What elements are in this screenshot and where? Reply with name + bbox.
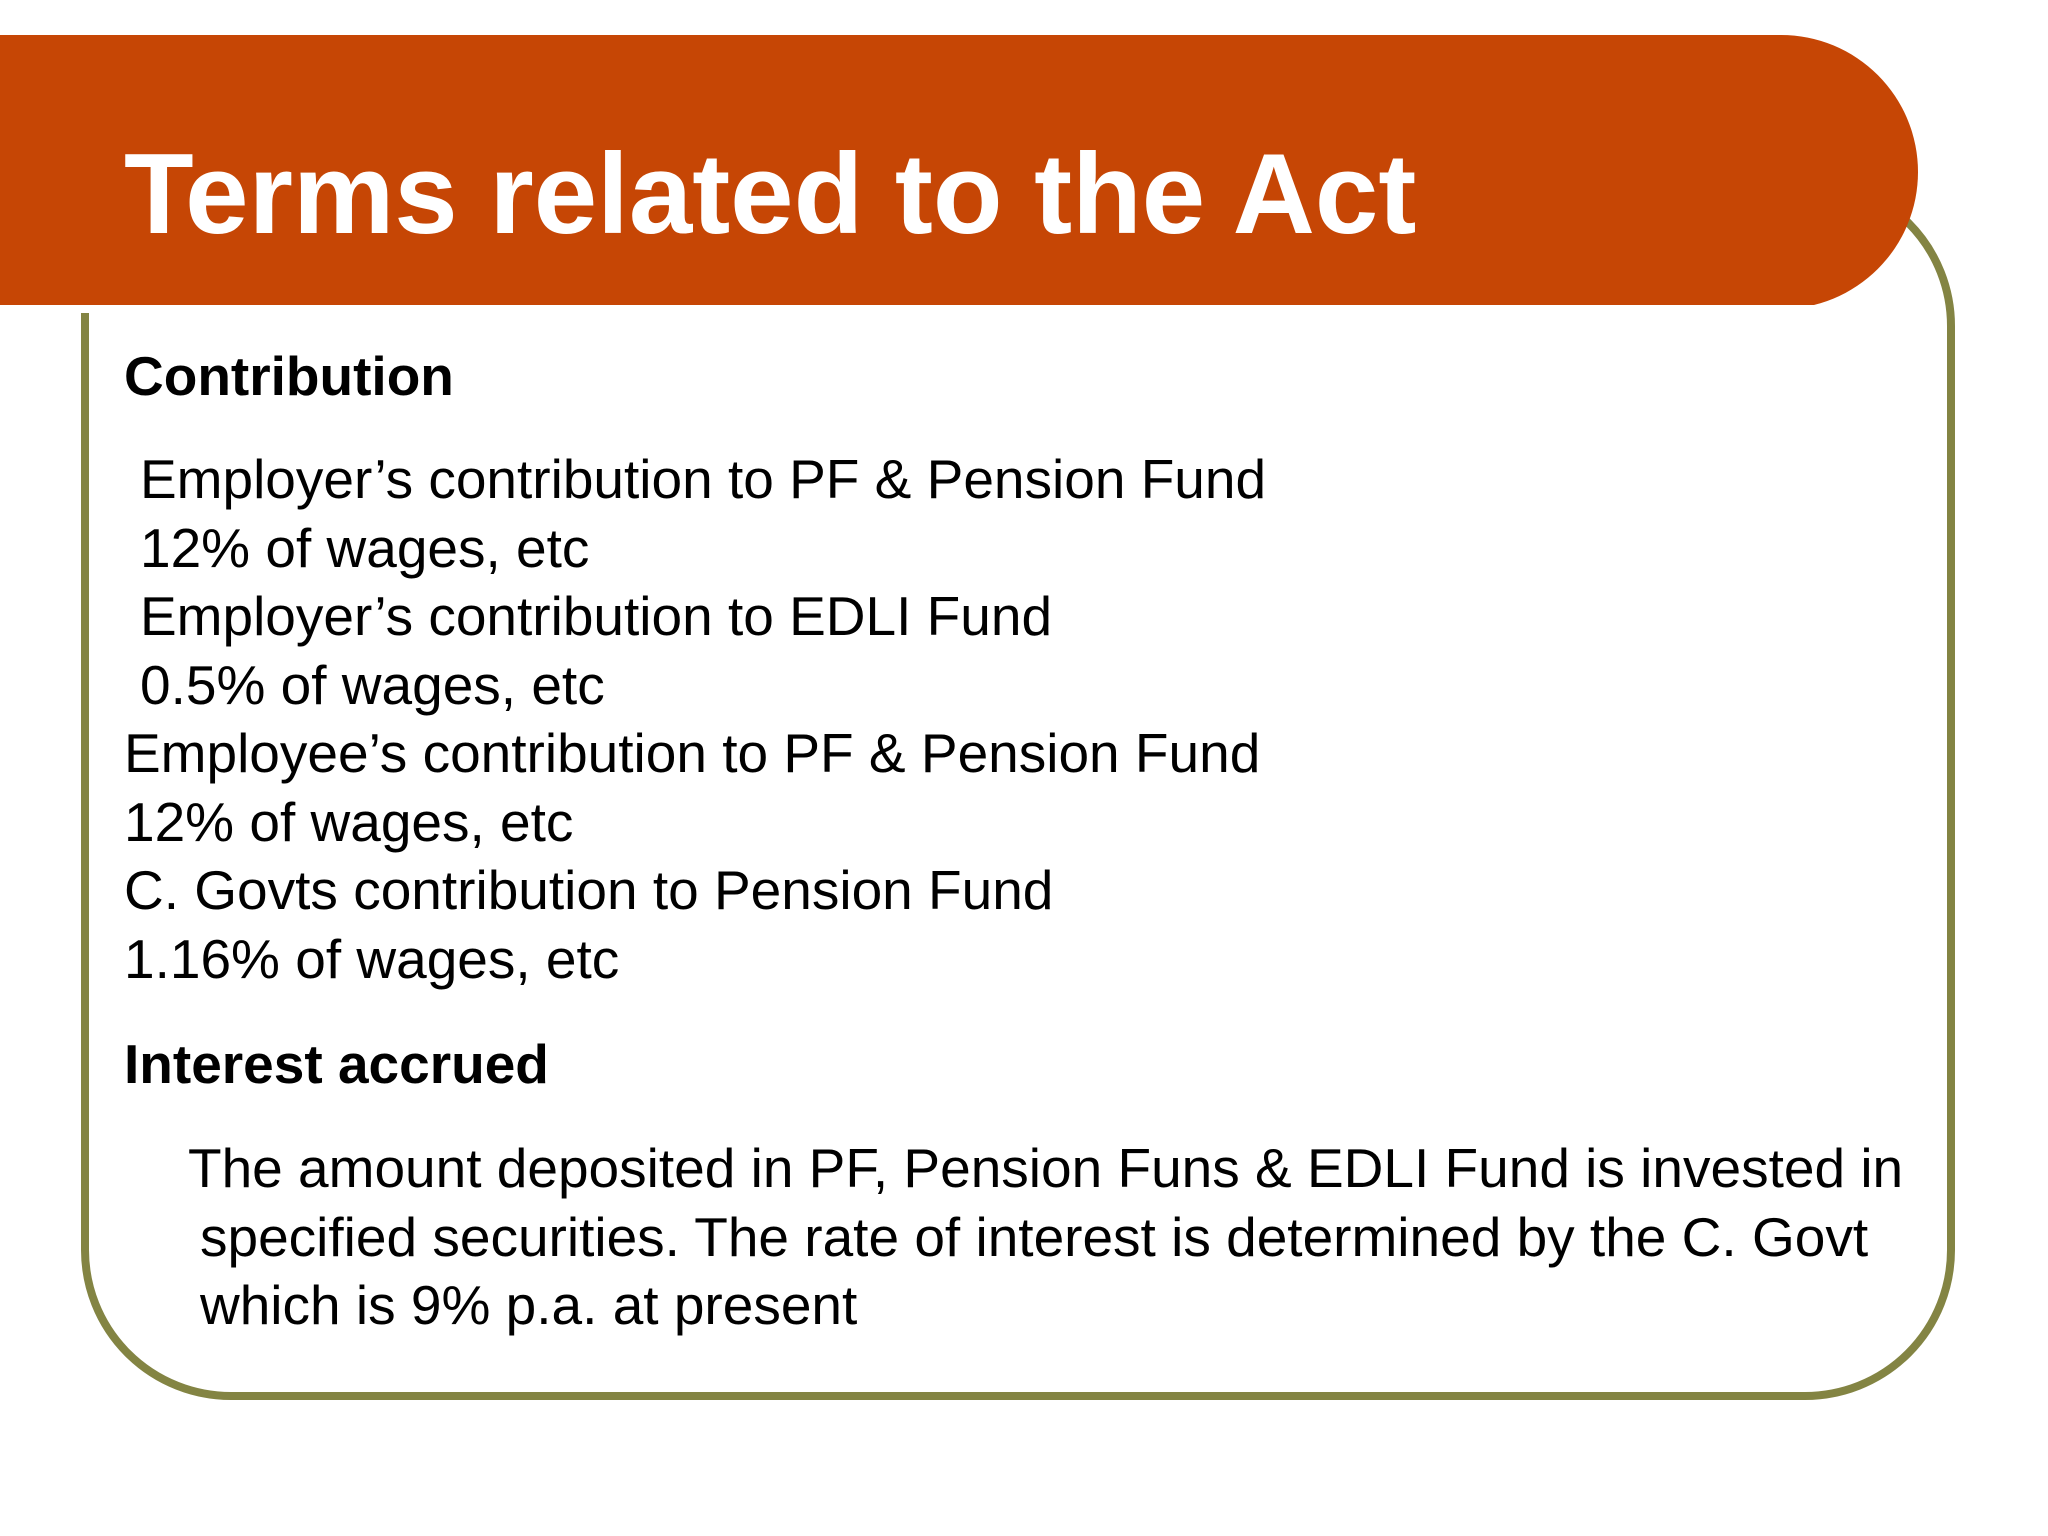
employee-pf-rate: 12% of wages, etc — [124, 790, 574, 853]
slide-title: Terms related to the Act — [124, 131, 1417, 258]
employer-pf-rate: 12% of wages, etc — [140, 516, 590, 579]
interest-paragraph: The amount deposited in PF, Pension Funs & EDLI Fund is invested in specified securities. The rate of interest is determined by the C. Govt which is 9% p.a. at present — [188, 1137, 1904, 1336]
employer-pf-label: Employer’s contribution to PF & Pension Fund — [140, 448, 1267, 510]
title-underline — [0, 305, 1815, 313]
employee-pf-label: Employee’s contribution to PF & Pension Fund — [124, 722, 1261, 784]
govt-pension-rate: 1.16% of wages, etc — [124, 927, 620, 990]
employer-edli-rate: 0.5% of wages, etc — [140, 653, 605, 716]
govt-pension-label: C. Govts contribution to Pension Fund — [124, 859, 1054, 921]
interest-heading: Interest accrued — [124, 1033, 549, 1095]
contribution-heading: Contribution — [124, 345, 454, 407]
contribution-list — [0, 445, 2048, 993]
employer-edli-label: Employer’s contribution to EDLI Fund — [140, 585, 1053, 647]
